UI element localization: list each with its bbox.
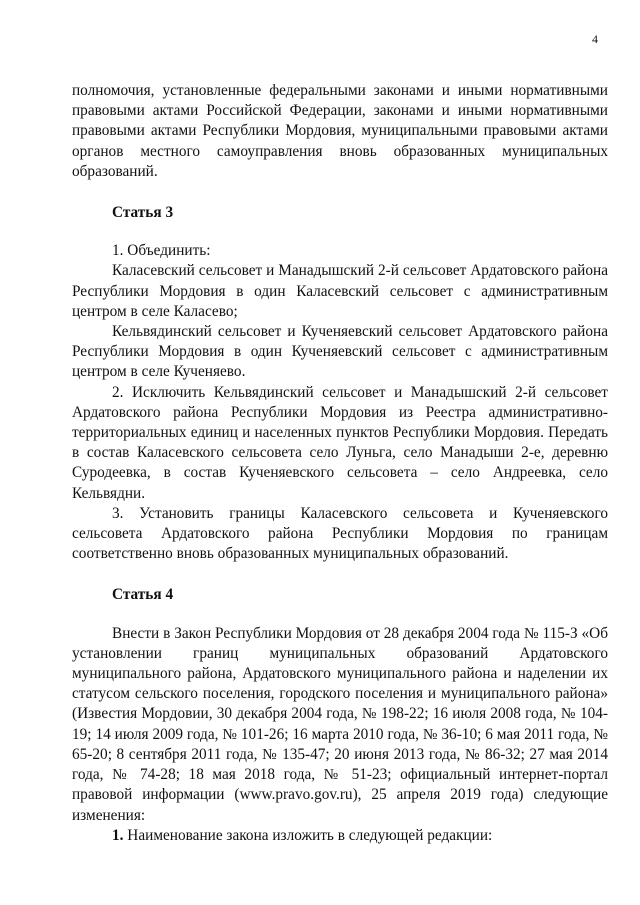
article-3-item-3: 3. Установить границы Каласевского сельсовета и Кученяевского сельсовета Ардатовского района Республики Мордовия по границам соответственно вновь образованных муниципальных образований. (72, 504, 608, 563)
article-3-item-1-paragraph-2: Кельвядинский сельсовет и Кученяевский сельсовет Ардатовского района Республики Мордовия в один Кученяевский сельсовет с административным центром в селе Кученяево. (72, 323, 608, 381)
article-3-heading: Статья 3 (112, 204, 174, 222)
intro-paragraph: полномочия, установленные федеральными законами и иными нормативными правовыми актами Российской Федерации, законами и иными нормативными правовыми актами Республики Мордовия, муниципальными правовыми актами органов местного самоуправления вновь образованных муниципальных образований. (72, 82, 608, 180)
page-number: 4 (592, 32, 598, 46)
article-4-item-1 (72, 826, 608, 846)
article-4-item-1-text: Наименование закона изложить в следующей редакции: (123, 826, 493, 844)
article-3-item-1-label: 1. Объединить: (112, 242, 211, 260)
article-3-item-2: 2. Исключить Кельвядинский сельсовет и Манадышский 2-й сельсовет Ардатовского района Республики Мордовия из Реестра административно-территориальных единиц и населенных пунктов Республики Мордовия. Передать в состав Каласевского сельсовета село Луньга, село Манадыши 2-е, деревню Суродеевка, в состав Кученяевского сельсовета – село Андреевка, село Кельвядни. (72, 383, 608, 502)
document-body (72, 81, 608, 846)
article-4-body: Внести в Закон Республики Мордовия от 28 декабря 2004 года № 115-З «Об установлении границ муниципальных образований Ардатовского муниципального района, Ардатовского муниципального района и наделении их статусом сельского поселения, городского поселения и муниципального района» (Известия Мордовии, 30 декабря 2004 года, № 198-22; 16 июля 2008 года, № 104-19; 14 июля 2009 года, № 101-26; 16 марта 2010 года, № 36-10; 6 мая 2011 года, № 65-20; 8 сентября 2011 года, № 135-47; 20 июня 2013 года, № 86-32; 27 мая 2014 года, № 74-28; 18 мая 2018 года, № 51-23; официальный интернет-портал правовой информации (www.pravo.gov.ru), 25 апреля 2019 года) следующие изменения: (72, 624, 608, 824)
article-4-heading: Статья 4 (112, 586, 174, 604)
article-4-item-1-number: 1. (112, 826, 124, 844)
article-3-item-1-paragraph-1: Каласевский сельсовет и Манадышский 2-й сельсовет Ардатовского района Республики Мордовия в один Каласевский сельсовет с административным центром в селе Каласево; (72, 262, 608, 320)
